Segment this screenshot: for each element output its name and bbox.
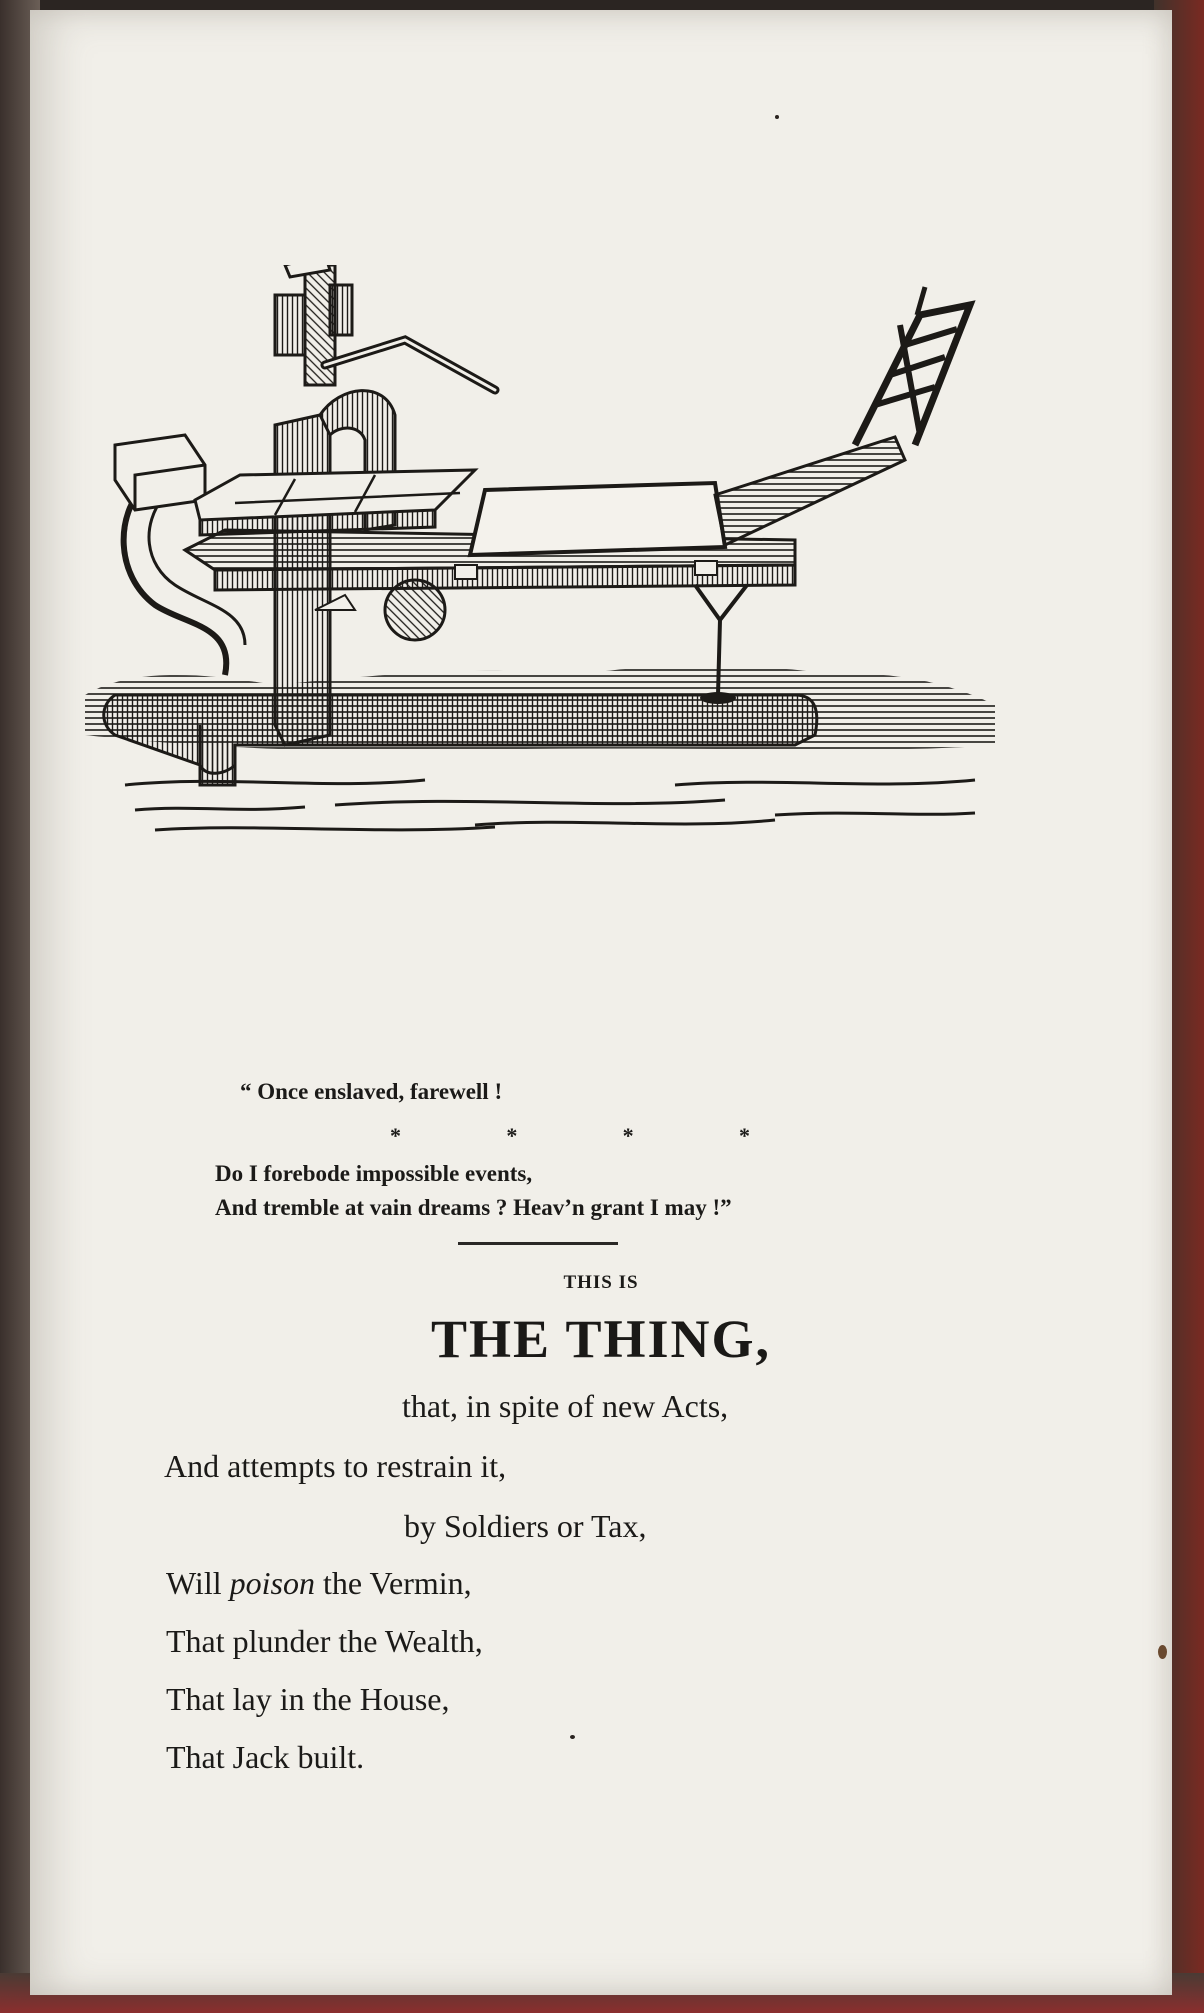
verse-line-3: by Soldiers or Tax, [404,1508,647,1544]
verse-line-7: That Jack built. [166,1739,365,1775]
verse-line-2: And attempts to restrain it, [164,1448,507,1484]
divider-rule [458,1242,618,1245]
paper-speck [570,1735,575,1739]
verse-emphasis-poison: poison [229,1565,315,1601]
star: * [506,1123,518,1148]
this-is-label: THIS IS [563,1272,639,1293]
tympan-plate [470,483,725,555]
paper-speck [775,115,779,119]
press-lever [325,340,495,390]
quote-line-1: “ Once enslaved, farewell ! [240,1079,503,1104]
paper-mark [1158,1645,1167,1659]
verse-line-1: that, in spite of new Acts, [402,1388,729,1424]
press-wheel [385,580,445,640]
verse-line-4 [166,1565,472,1602]
verse-line-4-end: the Vermin, [314,1565,472,1601]
floor-lines [125,780,975,830]
printing-press-illustration [75,265,1005,1045]
quote-line-3: And tremble at vain dreams ? Heav’n grant I may !” [215,1195,732,1220]
verse-line-5: That plunder the Wealth, [166,1623,483,1659]
tympan-frame [715,437,905,545]
page-title: THE THING, [430,1309,772,1369]
book-page [30,10,1172,1995]
frisket-frame [855,305,970,445]
star: * [390,1123,401,1148]
star: * [738,1123,750,1148]
star: * [622,1123,634,1148]
quote-ellipsis-stars [390,1125,750,1147]
quote-line-2: Do I forebode impossible events, [215,1161,533,1186]
verse-line-4-start: Will [166,1565,230,1601]
verse-line-6: That lay in the House, [166,1681,450,1717]
